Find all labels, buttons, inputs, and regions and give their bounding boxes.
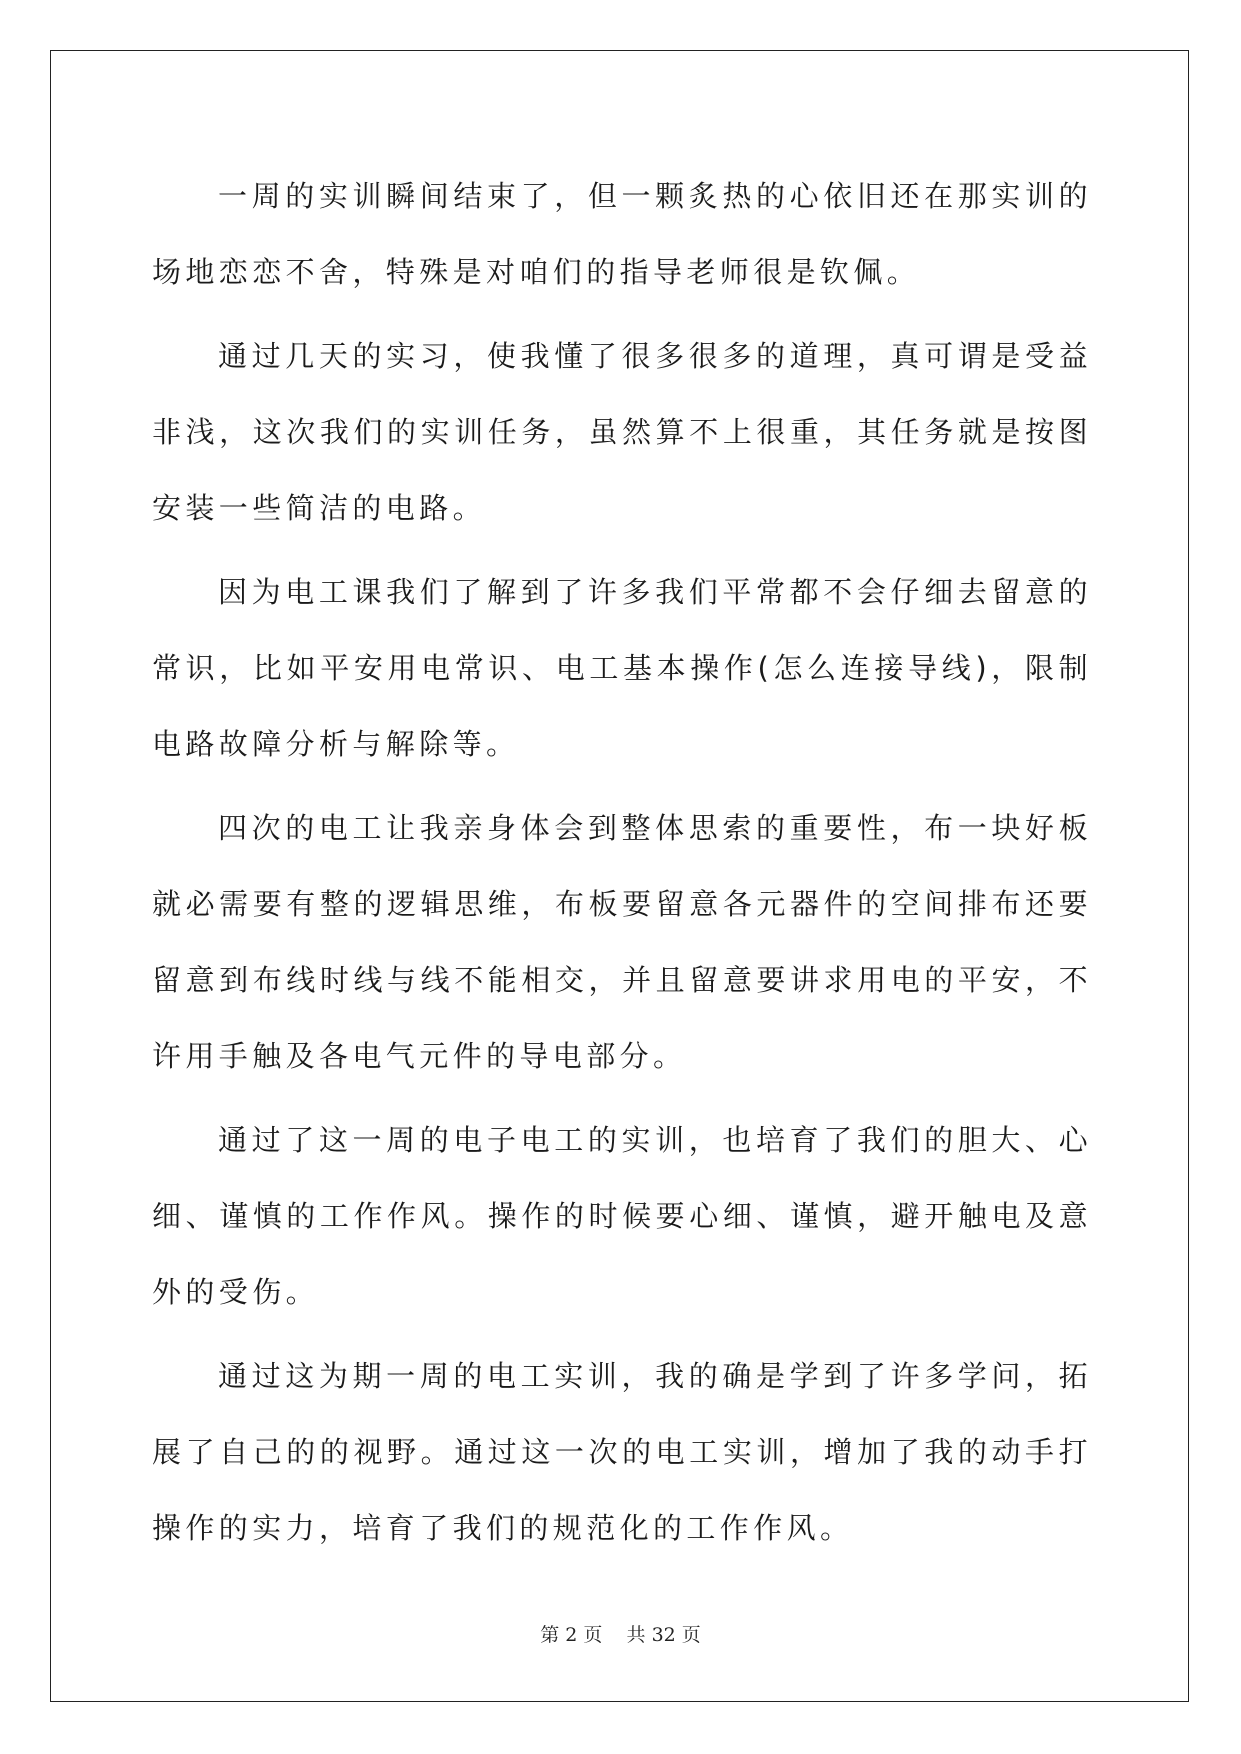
paragraph: 一周的实训瞬间结束了，但一颗炙热的心依旧还在那实训的场地恋恋不舍，特殊是对咱们的指导老师很是钦佩。: [152, 179, 1092, 289]
paragraph: 通过几天的实习，使我懂了很多很多的道理，真可谓是受益非浅，这次我们的实训任务，虽然算不上很重，其任务就是按图安装一些简洁的电路。: [152, 339, 1092, 525]
paragraph: 通过了这一周的电子电工的实训，也培育了我们的胆大、心细、谨慎的工作作风。操作的时候要心细、谨慎，避开触电及意外的受伤。: [152, 1123, 1092, 1309]
paragraph: 因为电工课我们了解到了许多我们平常都不会仔细去留意的常识，比如平安用电常识、电工基本操作(怎么连接导线)，限制电路故障分析与解除等。: [152, 575, 1092, 761]
paragraph: 四次的电工让我亲身体会到整体思索的重要性，布一块好板就必需要有整的逻辑思维，布板要留意各元器件的空间排布还要留意到布线时线与线不能相交，并且留意要讲求用电的平安，不许用手触及各电气元件的导电部分。: [152, 811, 1092, 1073]
paragraph: 通过这为期一周的电工实训，我的确是学到了许多学问，拓展了自己的的视野。通过这一次的电工实训，增加了我的动手打操作的实力，培育了我们的规范化的工作作风。: [152, 1359, 1092, 1545]
document-body: [152, 158, 1092, 1574]
page-number-footer: 第 2 页 共 32 页: [540, 1624, 701, 1646]
